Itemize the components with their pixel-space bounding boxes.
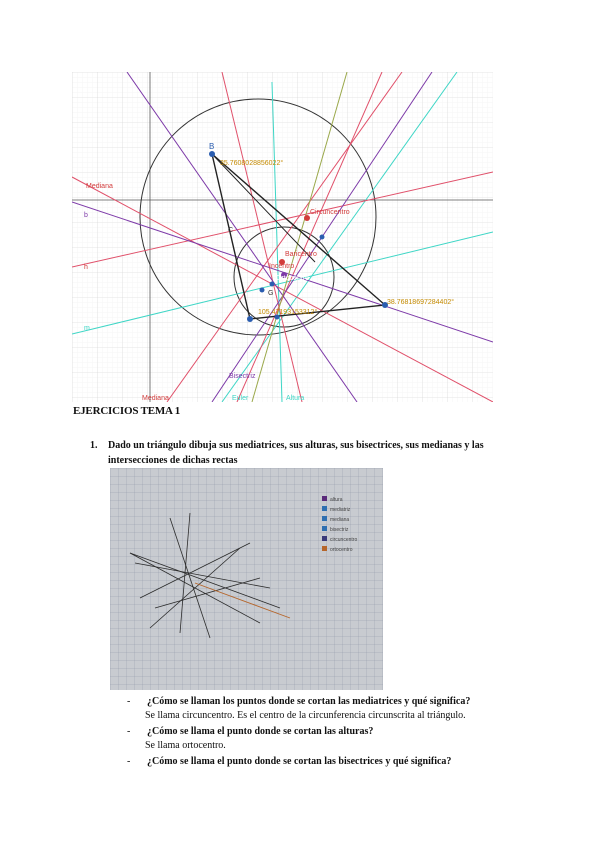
ortocentro-point	[270, 282, 275, 287]
photo-legend-2: mediana	[330, 517, 350, 523]
label-b: B	[209, 142, 215, 151]
photo-legend-5: ortocentro	[330, 547, 353, 553]
grid	[72, 72, 493, 402]
label-bisectriz: Bisectriz	[229, 373, 256, 380]
question-text: ¿Cómo se llama el punto donde se cortan las bisectrices y qué significa?	[147, 756, 452, 767]
photo-legend-4: circuncentro	[330, 537, 358, 543]
question-text: ¿Cómo se llama el punto donde se cortan las alturas?	[147, 726, 374, 737]
section-heading: EJERCICIOS TEMA 1	[73, 405, 181, 417]
label-h: h	[84, 264, 88, 271]
photo-legend-1: mediatriz	[330, 507, 351, 513]
question-3	[127, 755, 527, 769]
point-blue-1	[320, 235, 325, 240]
geometry-figure	[72, 72, 493, 402]
exercise-photo	[110, 468, 383, 690]
bullet-dash: -	[127, 696, 131, 707]
exercise-text: Dado un triángulo dibuja sus mediatrices, sus alturas, sus bisectrices, sus medianas y las intersecciones de dichas rectas	[108, 440, 484, 466]
exercise-number: 1.	[90, 440, 98, 451]
bullet-dash: -	[127, 756, 131, 767]
photo-legend-3: bisectriz	[330, 527, 349, 533]
label-b-line: b	[84, 212, 88, 219]
vertex-a-point	[247, 316, 253, 322]
label-circuncentro: Circuncentro	[310, 209, 350, 216]
label-angle-c: 38.76818697284402°	[387, 299, 455, 306]
label-c: C	[228, 227, 234, 234]
vertex-b-point	[209, 151, 215, 157]
label-mediana-bottom: Mediana	[142, 395, 169, 402]
label-g: G	[268, 290, 274, 297]
exercise-1	[90, 438, 510, 468]
question-1	[127, 695, 527, 723]
point-blue-2	[260, 288, 265, 293]
label-incentro: Incentro	[269, 263, 295, 270]
answer-text: Se llama circuncentro. Es el centro de la circunferencia circunscrita al triángulo.	[145, 710, 466, 721]
photo-legend-0: altura	[330, 497, 343, 503]
label-angle-b: 35.7608028856022°	[220, 160, 284, 167]
label-ortocentro: Ortocentro	[276, 275, 310, 282]
question-2	[127, 725, 527, 753]
label-angle-a: 105.47193153312°	[258, 309, 318, 316]
label-mediana-left: Mediana	[86, 183, 113, 190]
answer-text: Se llama ortocentro.	[145, 740, 226, 751]
bullet-dash: -	[127, 726, 131, 737]
label-m: m	[84, 325, 90, 332]
label-euler: Euler	[232, 395, 249, 402]
question-text: ¿Cómo se llaman los puntos donde se cortan las mediatrices y qué significa?	[147, 696, 471, 707]
label-altura: Altura	[286, 395, 305, 402]
label-baricentro: Baricentro	[285, 251, 317, 258]
